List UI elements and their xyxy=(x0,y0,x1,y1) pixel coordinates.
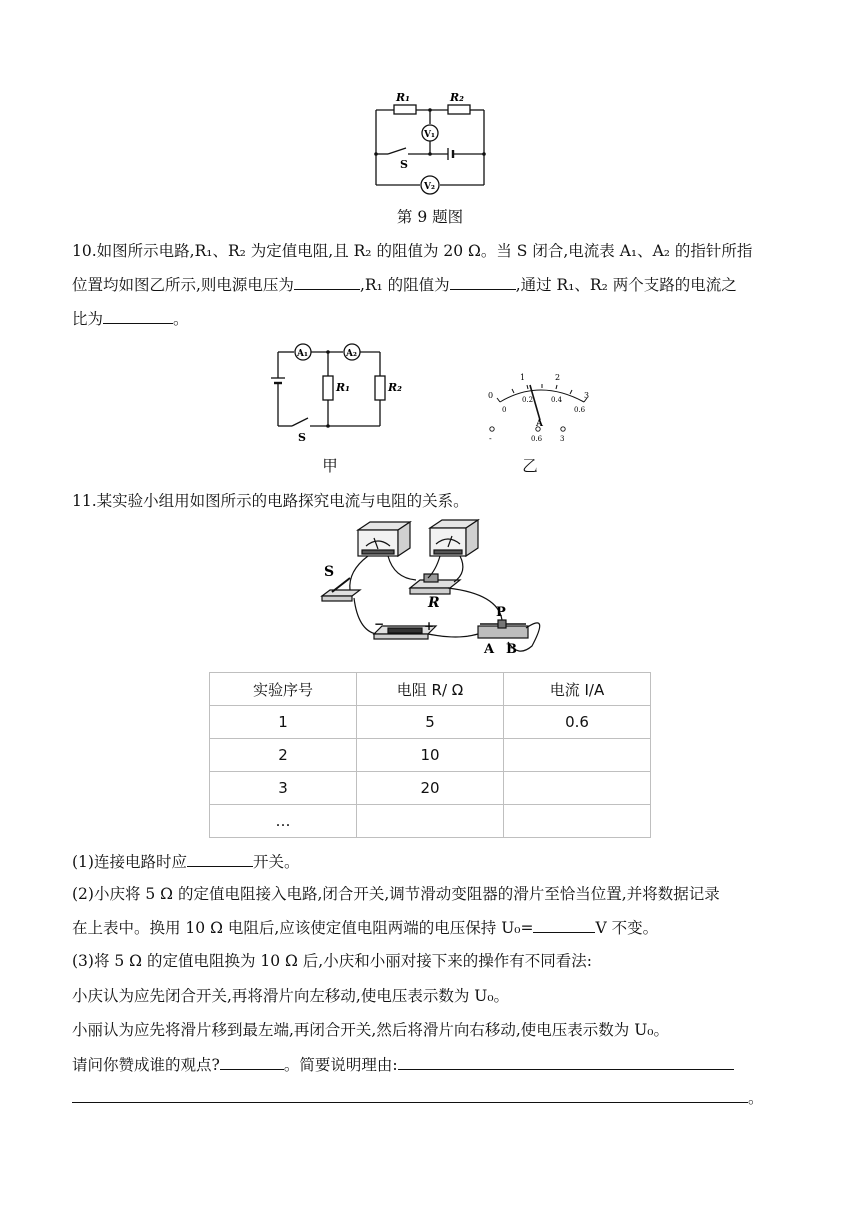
fig-jia-a1-label: A₁ xyxy=(297,349,308,359)
fig9-r1-label: R₁ xyxy=(396,91,410,104)
table-cell: 3 xyxy=(210,772,357,805)
q11-opinion-blank[interactable] xyxy=(220,1053,284,1070)
dial-inner-tick-02: 0.2 xyxy=(522,396,534,404)
q11-part1-b: 开关。 xyxy=(252,853,300,871)
q10-line2-c: ,通过 R₁、R₂ 两个支路的电流之 xyxy=(515,276,737,294)
q11-title: 11.某实验小组用如图所示的电路探究电流与电阻的关系。 xyxy=(72,492,469,510)
dial-outer-tick-1: 1 xyxy=(520,373,526,382)
fig9-switch-label: S xyxy=(400,158,408,171)
fig9-caption: 第 9 题图 xyxy=(396,208,464,226)
dial-inner-tick-06: 0.6 xyxy=(574,406,586,414)
fig-yi-caption: 乙 xyxy=(522,457,538,475)
table-row xyxy=(210,739,651,772)
dial-inner-tick-0: 0 xyxy=(502,406,507,414)
q11-part1-a: (1)连接电路时应 xyxy=(72,853,187,871)
q11-part2-line2-b: V 不变。 xyxy=(595,919,659,937)
q11-part3-line4 xyxy=(72,1053,792,1076)
table-row xyxy=(210,772,651,805)
q10-voltage-blank[interactable] xyxy=(294,273,360,290)
q11-fig-switch-label: S xyxy=(324,564,335,580)
q10-line2-b: ,R₁ 的阻值为 xyxy=(359,276,450,294)
q10-line3 xyxy=(72,307,792,330)
dial-outer-tick-2: 2 xyxy=(555,373,561,382)
table-row xyxy=(210,805,651,838)
table-cell: 0.6 xyxy=(504,706,651,739)
fig-jia-switch-label: S xyxy=(298,431,306,444)
header-current: 电流 I/A xyxy=(504,673,651,706)
fig9-r2-label: R₂ xyxy=(450,91,464,104)
table-cell[interactable] xyxy=(504,739,651,772)
table-cell xyxy=(504,805,651,838)
dial-terminal-minus: - xyxy=(489,434,492,443)
q11-part3-line3: 小丽认为应先将滑片移到最左端,再闭合开关,然后将滑片向右移动,使电压表示数为 U₀。 xyxy=(72,1021,669,1039)
header-trial-number: 实验序号 xyxy=(210,673,357,706)
table-cell xyxy=(357,805,504,838)
dial-inner-tick-04: 0.4 xyxy=(551,396,563,404)
q10-line3-a: 比为 xyxy=(72,310,104,328)
q11-data-table xyxy=(209,672,651,838)
q11-fig-plus-label: + xyxy=(424,619,435,633)
q11-part1 xyxy=(72,850,792,873)
dial-outer-tick-0: 0 xyxy=(488,391,494,400)
q11-part2-line2-a: 在上表中。换用 10 Ω 电阻后,应该使定值电阻两端的电压保持 U₀= xyxy=(72,919,534,937)
q11-voltage-blank[interactable] xyxy=(533,916,595,933)
table-cell: 1 xyxy=(210,706,357,739)
q11-fig-end-a-label: A xyxy=(484,642,495,657)
dial-terminal-06: 0.6 xyxy=(531,435,543,443)
q10-line1: 10.如图所示电路,R₁、R₂ 为定值电阻,且 R₂ 的阻值为 20 Ω。当 S 闭合,电流表 A₁、A₂ 的指针所指 xyxy=(72,242,753,260)
dial-unit-label: A xyxy=(536,419,543,429)
q11-reason-blank-2[interactable] xyxy=(72,1086,748,1103)
table-cell[interactable] xyxy=(504,772,651,805)
fig9-v2-label: V₂ xyxy=(424,182,435,192)
q10-r1-blank[interactable] xyxy=(450,273,516,290)
q11-part3-line5 xyxy=(72,1086,792,1109)
q10-line2 xyxy=(72,273,792,296)
fig9-v1-label: V₁ xyxy=(424,130,435,140)
table-cell: 20 xyxy=(357,772,504,805)
table-cell: 10 xyxy=(357,739,504,772)
header-resistance: 电阻 R/ Ω xyxy=(357,673,504,706)
table-cell: 5 xyxy=(357,706,504,739)
fig-jia-circuit-diagram xyxy=(268,340,402,444)
q11-fig-end-b-label: B xyxy=(506,642,517,657)
q11-part3-line5-end: 。 xyxy=(748,1089,764,1107)
dial-terminal-3: 3 xyxy=(560,435,565,443)
q11-reason-blank-1[interactable] xyxy=(398,1053,734,1070)
q11-part2-line2 xyxy=(72,916,792,939)
table-cell: … xyxy=(210,805,357,838)
table-row xyxy=(210,706,651,739)
fig-jia-r2-label: R₂ xyxy=(388,381,402,394)
q11-fig-minus-label: − xyxy=(374,617,385,631)
dial-outer-tick-3: 3 xyxy=(584,391,590,400)
q11-part3-line4-b: 。简要说明理由: xyxy=(283,1056,398,1074)
fig-yi-ammeter-dial xyxy=(480,368,600,444)
q11-part3-line1: (3)将 5 Ω 的定值电阻换为 10 Ω 后,小庆和小丽对接下来的操作有不同看法: xyxy=(72,952,592,970)
q11-apparatus-illustration xyxy=(318,516,544,662)
q11-fig-slider-label: P xyxy=(496,605,506,620)
q11-fig-resistor-label: R xyxy=(428,595,440,611)
fig-jia-a2-label: A₂ xyxy=(346,349,357,359)
q11-part3-line4-a: 请问你赞成谁的观点? xyxy=(72,1056,220,1074)
fig-jia-caption: 甲 xyxy=(322,457,338,475)
q11-part2-line1: (2)小庆将 5 Ω 的定值电阻接入电路,闭合开关,调节滑动变阻器的滑片至恰当位置,并将数据记录 xyxy=(72,885,720,903)
q10-line3-b: 。 xyxy=(173,310,189,328)
q10-line2-a: 位置均如图乙所示,则电源电压为 xyxy=(72,276,294,294)
q11-part3-line2: 小庆认为应先闭合开关,再将滑片向左移动,使电压表示数为 U₀。 xyxy=(72,987,510,1005)
q10-ratio-blank[interactable] xyxy=(103,307,173,324)
table-cell: 2 xyxy=(210,739,357,772)
fig9-circuit-diagram xyxy=(368,88,492,194)
q11-switch-state-blank[interactable] xyxy=(187,850,253,867)
table-header-row xyxy=(210,673,651,706)
fig-jia-r1-label: R₁ xyxy=(336,381,350,394)
